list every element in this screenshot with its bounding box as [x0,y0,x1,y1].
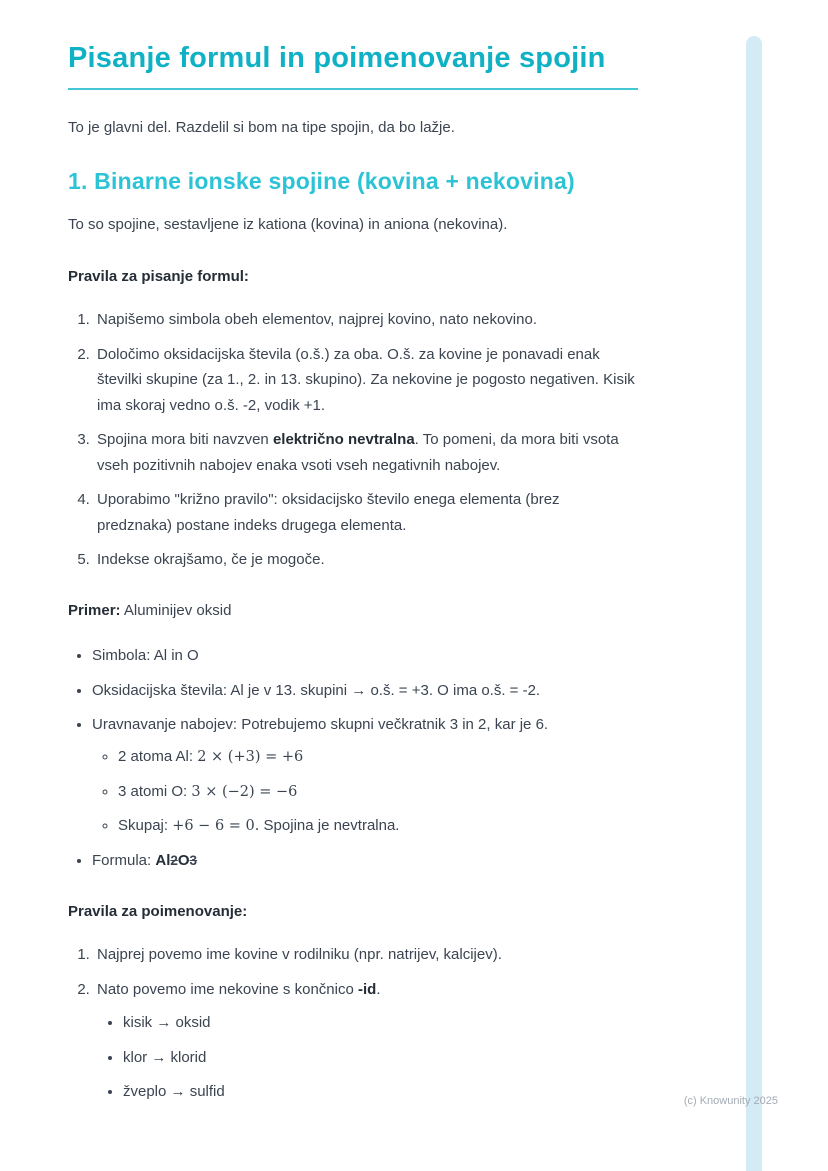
list-item-text: kisik → oksid [123,1014,211,1032]
naming-rules-list [68,942,638,1105]
list-item-text: Spojina mora biti navzven [97,431,273,449]
list-item [118,779,638,805]
list-item-text: Spojina je nevtralna. [259,817,400,835]
list-item-text: Indekse okrajšamo, če je mogoče. [97,551,325,569]
list-item [118,813,638,839]
list-item-text: žveplo → sulfid [123,1083,225,1101]
list-item [123,1010,638,1036]
list-item [123,1045,638,1071]
list-item-bold: -id [357,980,377,998]
list-item [94,487,638,538]
list-item-text: Uporabimo "križno pravilo": oksidacijsko število enega elementa (brez predznaka) postane indeks drugega elementa. [97,491,560,534]
formula-subscript: 3 [189,852,198,868]
list-item-text: klor → klorid [123,1048,207,1066]
list-item [94,427,638,478]
document-content [68,0,638,1114]
list-item-bold: električno nevtralna [272,431,415,449]
list-item-text: . [376,980,381,998]
title-divider [68,88,638,90]
list-item-text: Oksidacijska števila: Al je v 13. skupini → o.š. = +3. O ima o.š. = -2. [92,681,541,699]
list-item [118,744,638,770]
math-expression: +6 − 6 = 0. [172,818,260,835]
example-list [68,643,638,873]
list-item [94,942,638,968]
math-expression: 3 × (−2) = −6 [191,783,298,800]
right-margin-strip [746,36,762,1171]
list-item-text: Določimo oksidacijska števila (o.š.) za oba. O.š. za kovine je ponavadi enak številki skupine (za 1., 2. in 13. skupino). Za nekovine je pogosto negativen. Kisik ima skoraj vedno o.š. -2, vodik +1. [97,345,635,414]
formula-element: O [177,851,190,869]
math-expression: 2 × (+3) = +6 [197,748,304,765]
list-item-text: Nato povemo ime nekovine s končnico [97,980,358,998]
page-title: Pisanje formul in poimenovanje spojin [68,42,606,74]
list-item [92,643,638,669]
list-item-text: Formula: [92,851,156,869]
list-item [94,342,638,419]
naming-sub-list [97,1010,638,1105]
list-item-text: Uravnavanje nabojev: Potrebujemo skupni večkratnik 3 in 2, kar je 6. [92,716,549,734]
list-item [94,307,638,333]
formula-subscript: 2 [170,852,178,868]
intro-paragraph: To je glavni del. Razdelil si bom na tipe spojin, da bo lažje. [68,118,455,136]
formula-element: Al [155,851,171,869]
list-item-text: 2 atoma Al: [118,747,198,765]
list-item [92,712,638,838]
formula-rules-label: Pravila za pisanje formul: [68,268,249,286]
naming-rules-label: Pravila za poimenovanje: [68,903,248,921]
list-item [92,678,638,704]
section-heading: 1. Binarne ionske spojine (kovina + nekovina) [68,168,575,195]
list-item-text: Napišemo simbola obeh elementov, najprej kovino, nato nekovino. [97,311,537,329]
list-item-text: 3 atomi O: [118,782,192,800]
example-label: Primer: [68,601,121,619]
section-lead: To so spojine, sestavljene iz kationa (kovina) in aniona (nekovina). [68,216,508,234]
example-sub-list [92,744,638,839]
list-item [94,547,638,573]
list-item-text: Skupaj: [118,817,173,835]
list-item [92,848,638,874]
formula-rules-list [68,307,638,573]
example-heading [68,599,638,624]
list-item-text: Simbola: Al in O [92,647,199,665]
list-item [94,977,638,1105]
list-item [123,1079,638,1105]
footer-credit: (c) Knowunity 2025 [683,1095,778,1107]
list-item-text: . To pomeni, da mora biti vsota vseh pozitivnih nabojev enaka vsoti vseh negativnih nabojev. [97,431,619,474]
example-title: Aluminijev oksid [120,601,232,619]
list-item-text: Najprej povemo ime kovine v rodilniku (npr. natrijev, kalcijev). [97,946,502,964]
